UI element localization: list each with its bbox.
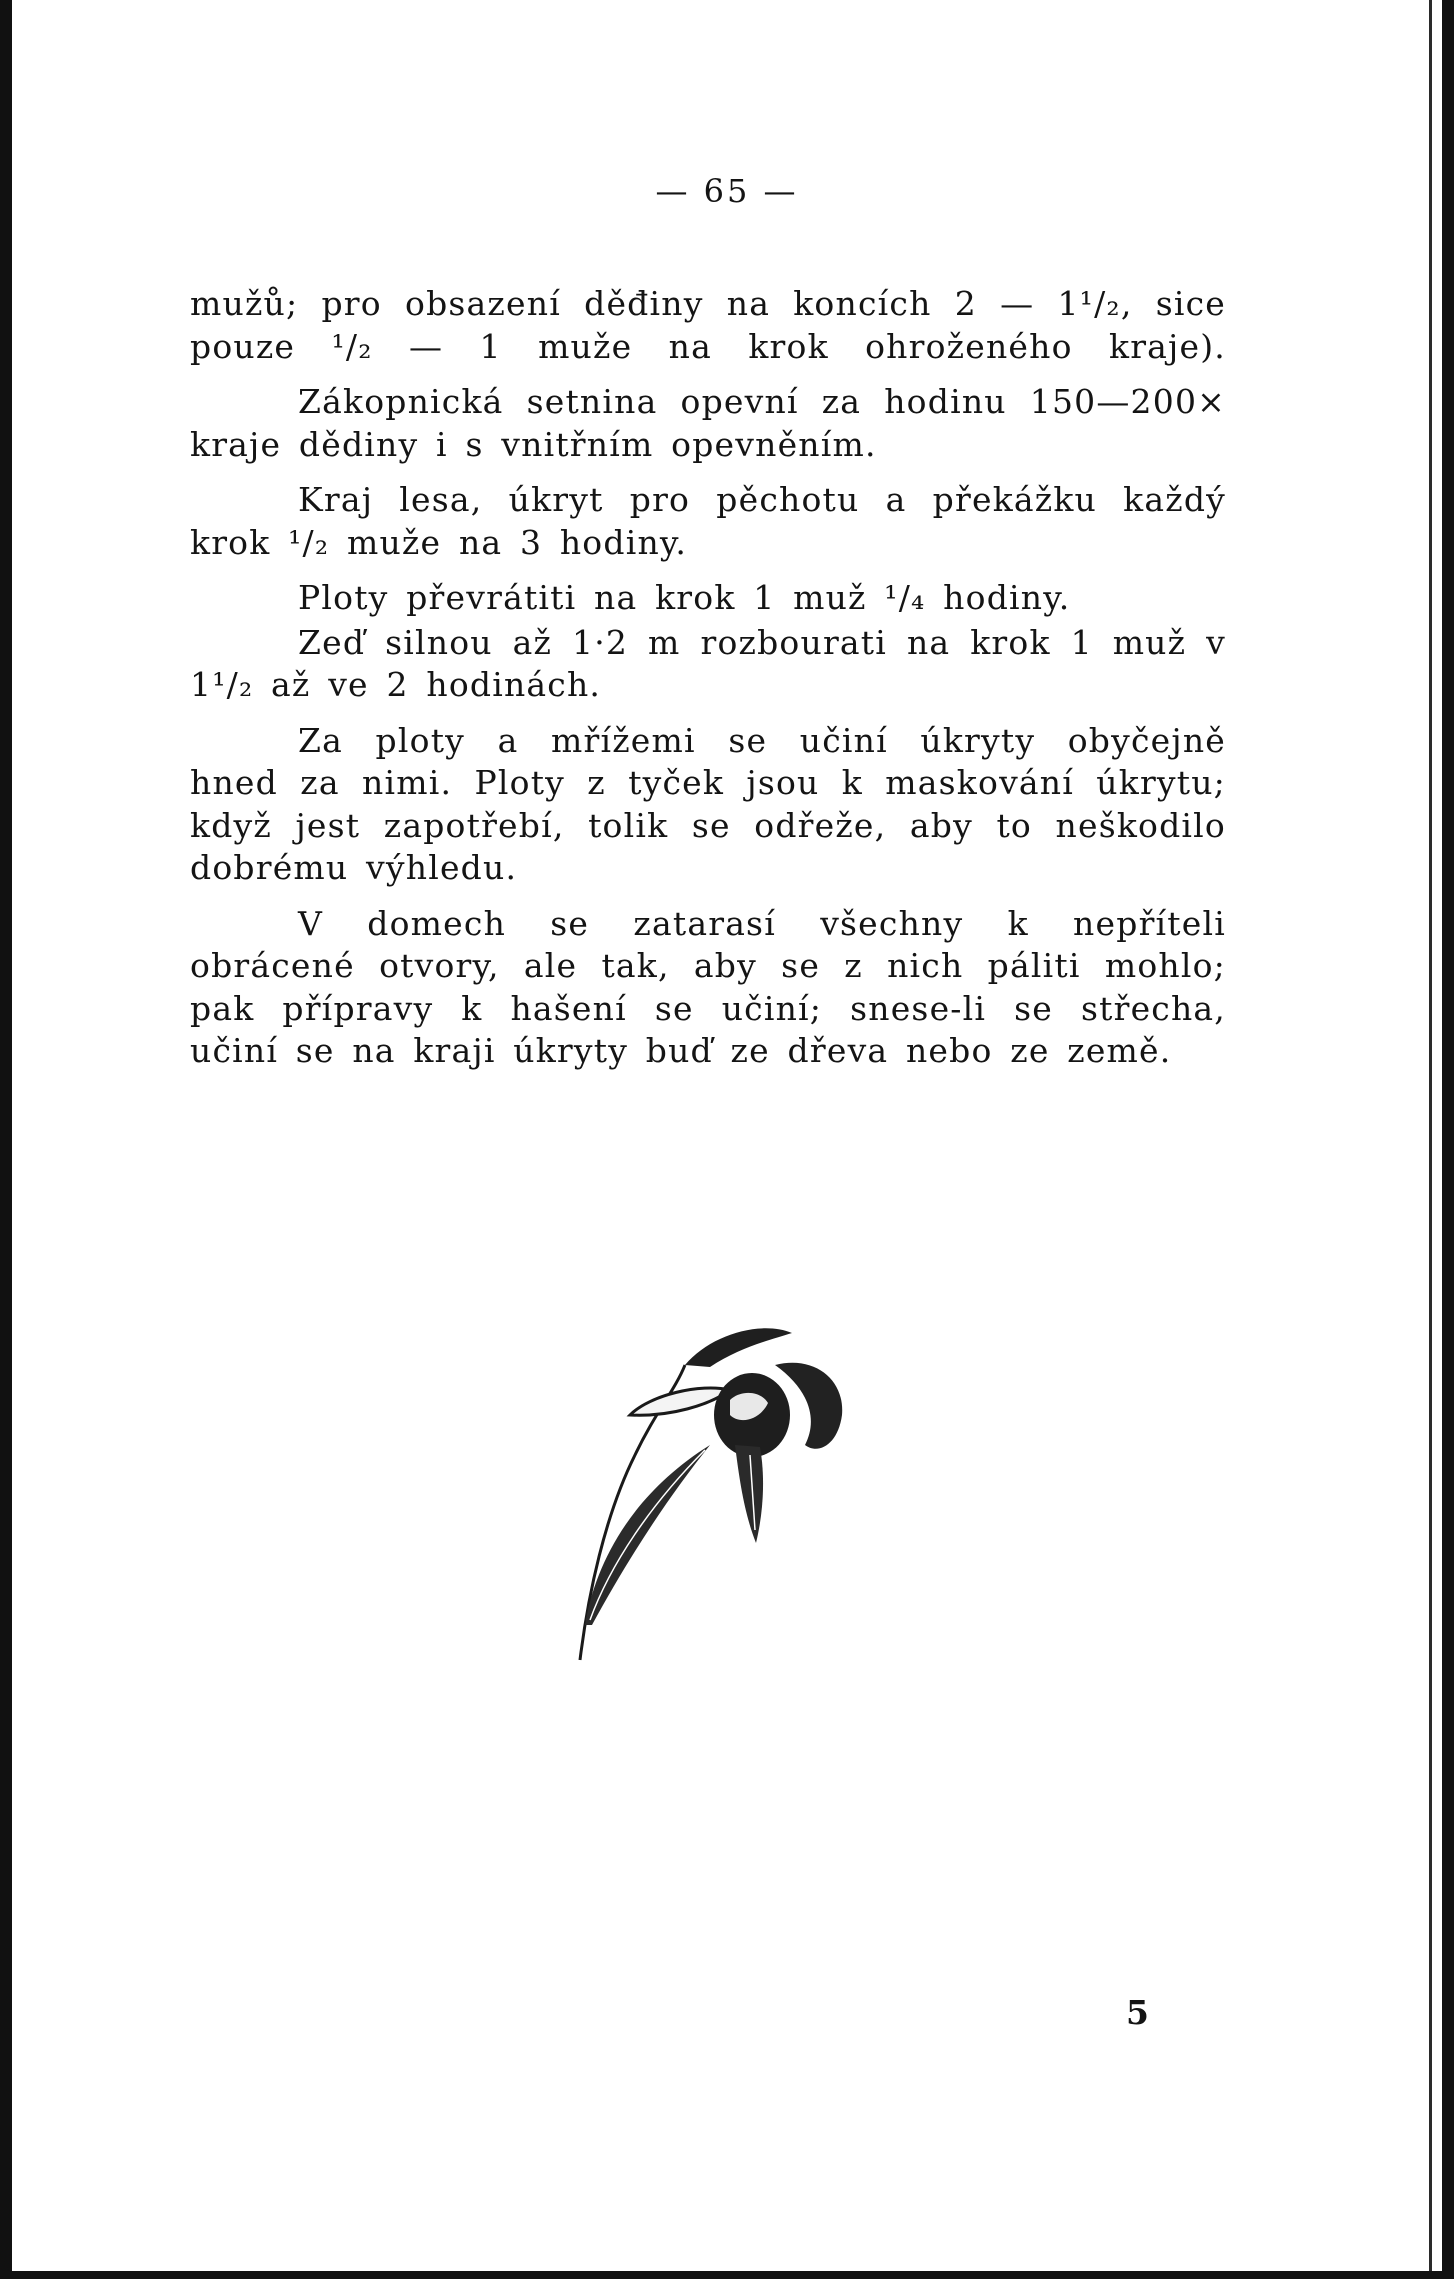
paragraph-3: Kraj lesa, úkryt pro pěchotu a překážku každý krok ¹/₂ muže na 3 hodiny. — [190, 480, 1226, 562]
paragraph-2: Zákopnická setnina opevní za hodinu 150—200× kraje dědiny i s vnitřním opevněním. — [190, 382, 1226, 464]
flower-petal-top — [685, 1328, 792, 1367]
flower-illustration — [560, 1295, 880, 1665]
paragraph-7: V domech se zatarasí všechny k nepříteli obrácené otvory, ale tak, aby se z nich páliti mohlo; pak přípravy k hašení se učiní; snese-li se střecha, učiní se na kraji úkryty buď ze dřeva nebo ze země. — [190, 903, 1226, 1070]
flower-lip — [735, 1445, 763, 1543]
scan-edge-bottom — [0, 2271, 1454, 2279]
paragraph-4: Ploty převrátiti na krok 1 muž ¹/₄ hodiny. — [298, 578, 1071, 617]
signature-number: 5 — [1126, 1993, 1149, 2032]
paragraph-6: Za ploty a mřížemi se učiní úkryty obyčejně hned za nimi. Ploty z tyček jsou k maskování úkrytu; když jest zapotřebí, tolik se odřeže, aby to neškodilo dobrému výhledu. — [190, 720, 1226, 887]
scan-edge-right-line — [1429, 0, 1432, 2279]
paragraph-1: mužů; pro obsazení děđiny na koncích 2 — 1¹/₂, sice pouze ¹/₂ — 1 muže na krok ohroženého kraje). — [190, 284, 1226, 366]
body-text — [190, 283, 1226, 1086]
scan-edge-left — [0, 0, 12, 2279]
page-header: — 65 — — [655, 172, 799, 210]
scan-edge-right — [1442, 0, 1454, 2279]
paragraph-5: Zeď silnou až 1·2 m rozbourati na krok 1 muž v 1¹/₂ až ve 2 hodinách. — [190, 622, 1226, 704]
